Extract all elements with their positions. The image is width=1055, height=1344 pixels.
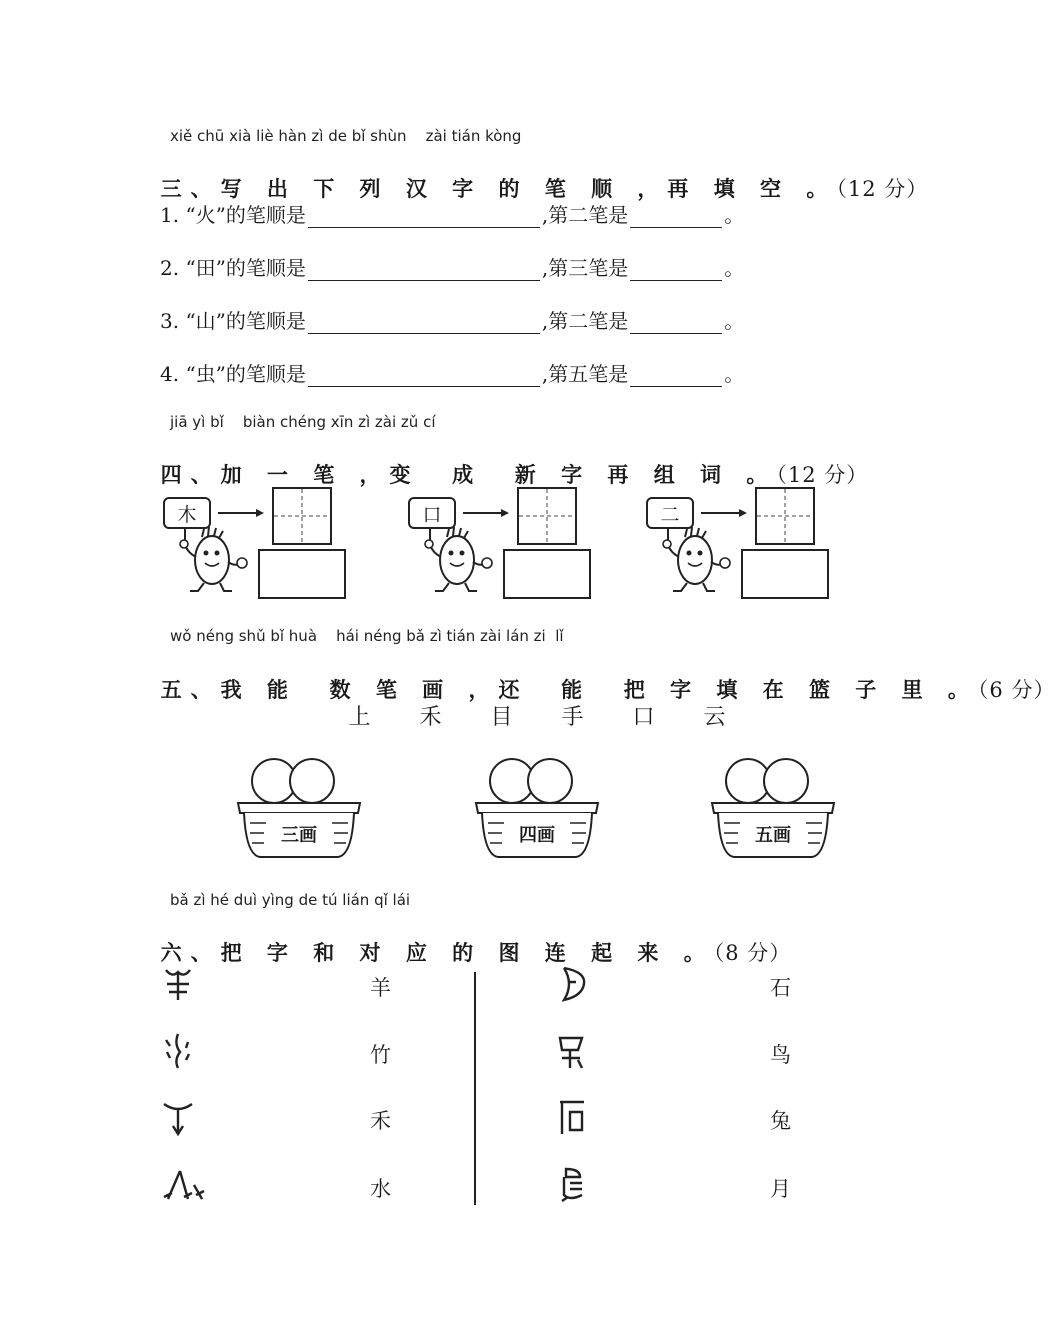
question-end: 。 xyxy=(724,256,745,280)
ancient-moon-glyph-icon[interactable] xyxy=(552,962,592,1004)
tian-grid-box[interactable] xyxy=(755,487,815,545)
basket[interactable] xyxy=(474,757,600,862)
ancient-sheep-glyph-icon[interactable] xyxy=(158,962,198,1004)
question-mid: ,第二笔是 xyxy=(541,203,629,227)
column-divider xyxy=(474,972,476,1205)
grid-guidelines xyxy=(274,489,330,543)
section3-title xyxy=(128,149,928,203)
ancient-water-glyph-icon[interactable] xyxy=(158,1030,198,1072)
question-prefix: 3. “山”的笔顺是 xyxy=(160,309,306,333)
section4-title xyxy=(128,435,868,489)
question-row xyxy=(160,358,744,387)
character-sign: 口 xyxy=(408,497,456,529)
ancient-bamboo-glyph-icon[interactable] xyxy=(158,1165,208,1207)
match-character[interactable]: 石 xyxy=(770,976,791,1000)
match-character[interactable]: 鸟 xyxy=(770,1043,791,1067)
grid-guidelines xyxy=(757,489,813,543)
add-stroke-group xyxy=(160,487,360,602)
question-row xyxy=(160,199,744,228)
section3-pinyin: xiě chū xià liè hàn zì de bǐ shùn zài tián kòng xyxy=(170,127,522,145)
character-item: 禾 xyxy=(419,705,442,730)
word-answer-box[interactable] xyxy=(503,549,591,599)
character-item: 手 xyxy=(561,705,584,730)
character-list xyxy=(324,700,750,731)
add-stroke-group xyxy=(405,487,605,602)
stroke-order-blank[interactable] xyxy=(308,205,540,228)
stroke-order-blank[interactable] xyxy=(308,258,540,281)
basket-label: 四画 xyxy=(519,825,555,846)
section5-pinyin: wǒ néng shǔ bǐ huà hái néng bǎ zì tián zài lán zi lǐ xyxy=(170,627,564,645)
stroke-answer-blank[interactable] xyxy=(630,205,722,228)
grid-guidelines xyxy=(519,489,575,543)
stroke-answer-blank[interactable] xyxy=(630,258,722,281)
section6-score: （8 分） xyxy=(713,941,792,965)
question-mid: ,第二笔是 xyxy=(541,309,629,333)
section6-pinyin: bǎ zì hé duì yìng de tú lián qǐ lái xyxy=(170,891,411,909)
character-sign: 二 xyxy=(646,497,694,529)
ancient-rabbit-glyph-icon[interactable] xyxy=(552,1030,592,1072)
ancient-grain-glyph-icon[interactable] xyxy=(158,1096,198,1138)
match-character[interactable]: 羊 xyxy=(370,976,391,1000)
section4-title-text: 四、加 一 笔 ，变 成 新 字 再 组 词 。 xyxy=(160,463,777,487)
character-item: 云 xyxy=(703,705,726,730)
stroke-answer-blank[interactable] xyxy=(630,364,722,387)
character-item: 上 xyxy=(348,705,371,730)
question-prefix: 4. “虫”的笔顺是 xyxy=(160,362,306,386)
section6-title-text: 六、把 字 和 对 应 的 图 连 起 来 。 xyxy=(160,941,714,965)
basket-label: 三画 xyxy=(281,825,317,846)
section3-score: （12 分） xyxy=(836,177,929,201)
section5-title xyxy=(128,650,1055,704)
ancient-bird-glyph-icon[interactable] xyxy=(552,1165,592,1207)
basket-label: 五画 xyxy=(755,825,791,846)
tian-grid-box[interactable] xyxy=(272,487,332,545)
section6-title xyxy=(128,913,791,967)
question-row xyxy=(160,252,744,281)
question-end: 。 xyxy=(724,362,745,386)
match-character[interactable]: 竹 xyxy=(370,1043,391,1067)
ancient-stone-glyph-icon[interactable] xyxy=(552,1096,592,1138)
section3-title-text: 三、写 出 下 列 汉 字 的 笔 顺 ，再 填 空 。 xyxy=(160,177,837,201)
stroke-answer-blank[interactable] xyxy=(630,311,722,334)
character-sign: 木 xyxy=(163,497,211,529)
question-prefix: 2. “田”的笔顺是 xyxy=(160,256,306,280)
section5-score: （6 分） xyxy=(977,678,1055,702)
basket[interactable] xyxy=(236,757,362,862)
section4-pinyin: jiā yì bǐ biàn chéng xīn zì zài zǔ cí xyxy=(170,413,436,431)
question-end: 。 xyxy=(724,203,745,227)
stroke-order-blank[interactable] xyxy=(308,311,540,334)
question-prefix: 1. “火”的笔顺是 xyxy=(160,203,306,227)
match-character[interactable]: 禾 xyxy=(370,1109,391,1133)
word-answer-box[interactable] xyxy=(741,549,829,599)
word-answer-box[interactable] xyxy=(258,549,346,599)
match-character[interactable]: 月 xyxy=(770,1177,791,1201)
basket[interactable] xyxy=(710,757,836,862)
add-stroke-group xyxy=(643,487,843,602)
question-end: 。 xyxy=(724,309,745,333)
character-item: 口 xyxy=(632,705,655,730)
stroke-order-blank[interactable] xyxy=(308,364,540,387)
section4-score: （12 分） xyxy=(776,463,869,487)
character-item: 目 xyxy=(490,705,513,730)
section5-title-text: 五、我 能 数 笔 画 ，还 能 把 字 填 在 篮 子 里 。 xyxy=(160,678,978,702)
question-row xyxy=(160,305,744,334)
match-character[interactable]: 水 xyxy=(370,1177,391,1201)
question-mid: ,第三笔是 xyxy=(541,256,629,280)
question-mid: ,第五笔是 xyxy=(541,362,629,386)
match-character[interactable]: 兔 xyxy=(770,1109,791,1133)
tian-grid-box[interactable] xyxy=(517,487,577,545)
